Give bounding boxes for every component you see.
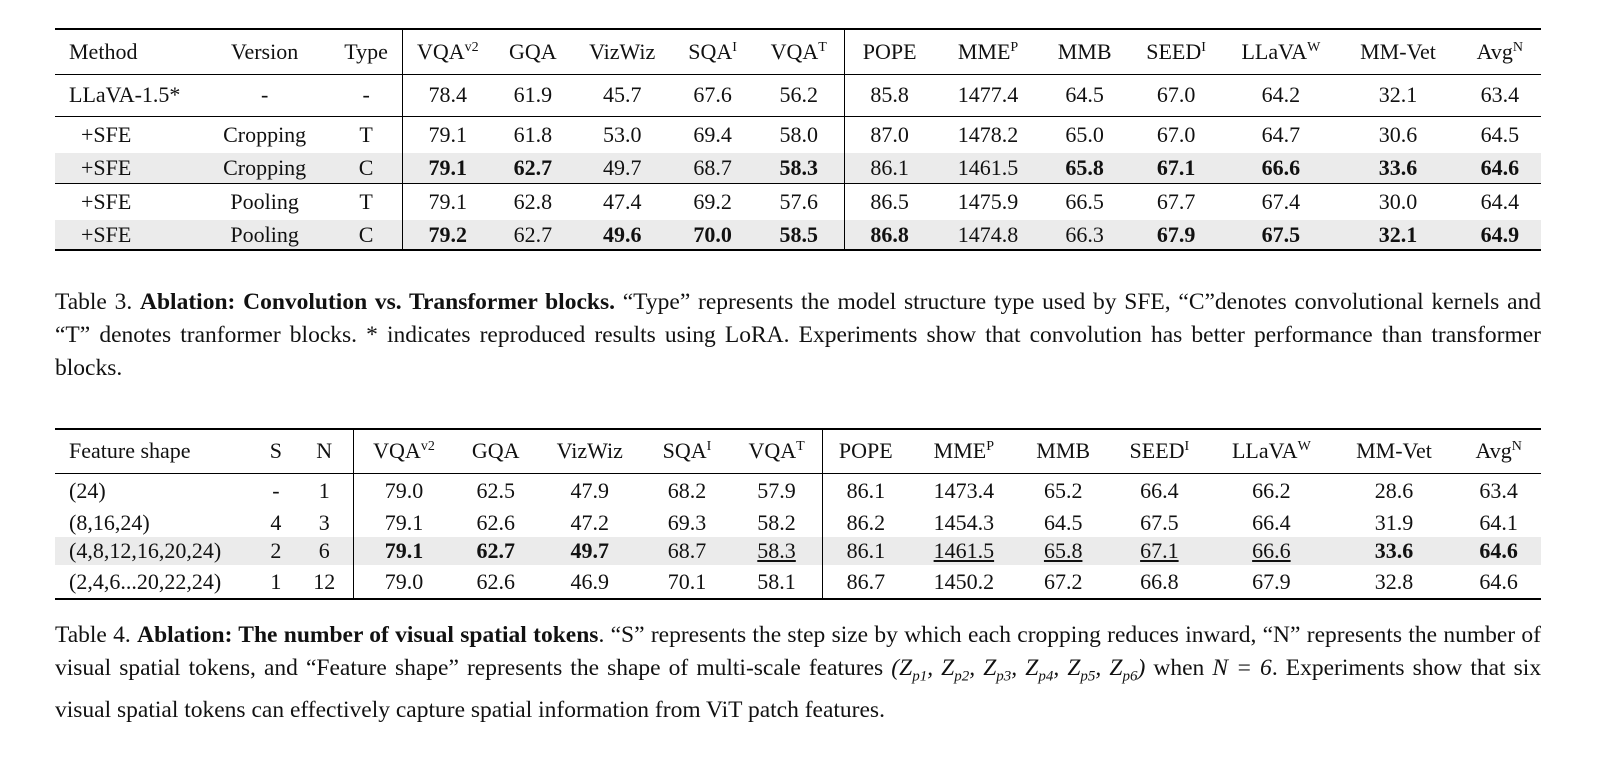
table-row: [55, 473, 1541, 509]
table-row: [55, 116, 1541, 153]
column-header: Feature shape: [55, 429, 256, 473]
table-cell: (2,4,6...20,22,24): [69, 568, 222, 594]
table-cell: 53.0: [573, 116, 672, 153]
table-cell: 6: [296, 537, 353, 565]
column-header: POPE: [844, 29, 934, 74]
table-cell: 64.1: [1479, 510, 1518, 535]
table-cell: 66.6: [1224, 153, 1337, 183]
table-cell: 85.8: [844, 74, 934, 116]
table-cell: 58.1: [757, 568, 796, 594]
table-cell: 61.8: [493, 116, 573, 153]
table-cell: 4: [270, 510, 282, 535]
column-header: MMB: [1041, 29, 1127, 74]
caption-title: Ablation: Convolution vs. Transformer blocks.: [140, 289, 615, 315]
column-header: Type: [330, 29, 402, 74]
table-cell: -: [362, 82, 370, 107]
table-cell: 32.8: [1374, 568, 1414, 594]
table-cell: 64.4: [1459, 183, 1541, 220]
table-cell: 79.1: [353, 537, 454, 565]
table-cell: 86.1: [844, 153, 934, 183]
column-header: $MME^P$: [935, 29, 1042, 74]
column-header: $VQA^{v2}$: [353, 429, 454, 473]
column-header: VizWiz: [573, 29, 672, 74]
table-cell: 56.2: [779, 82, 818, 107]
table-cell: 1461.5: [909, 537, 1019, 565]
table-cell: 68.7: [672, 153, 754, 183]
table-cell: 67.6: [693, 82, 732, 107]
table-cell: 65.0: [1041, 116, 1127, 153]
table-cell: 62.6: [476, 568, 515, 594]
table-cell: 64.6: [1479, 568, 1518, 594]
table-cell: (4,8,12,16,20,24): [55, 537, 256, 565]
table-cell: Pooling: [199, 183, 331, 220]
table-cell: 79.1: [402, 116, 492, 153]
table-cell: 63.4: [1479, 478, 1518, 504]
table-cell: 58.2: [757, 510, 796, 535]
table-cell: 64.6: [1459, 153, 1541, 183]
column-header: MM-Vet: [1332, 429, 1457, 473]
table-cell: 78.4: [402, 74, 492, 116]
column-header: Avg$^N$: [1459, 29, 1541, 74]
table-cell: 33.6: [1337, 153, 1458, 183]
table-cell: 67.0: [1128, 116, 1225, 153]
table-cell: C: [330, 220, 402, 250]
table-cell: 70.1: [667, 568, 707, 594]
table-row: [55, 74, 1541, 116]
table-cell: 67.1: [1108, 537, 1212, 565]
table-cell: 57.6: [754, 183, 844, 220]
table-cell: +SFE: [55, 183, 199, 220]
table-cell: 1450.2: [933, 568, 995, 594]
table-cell: 86.8: [844, 220, 934, 250]
table-cell: 86.5: [844, 183, 934, 220]
table-cell: 66.3: [1041, 220, 1127, 250]
table-cell: 67.9: [1128, 220, 1225, 250]
table-cell: 79.2: [402, 220, 492, 250]
column-header: Version: [199, 29, 331, 74]
table-cell: 69.2: [672, 183, 754, 220]
table-cell: 12: [313, 568, 336, 594]
table-cell: 64.9: [1459, 220, 1541, 250]
table-cell: 67.1: [1128, 153, 1225, 183]
table-cell: (24): [69, 478, 106, 504]
table-cell: 62.7: [493, 153, 573, 183]
table-cell: 1: [270, 568, 282, 594]
table-cell: 65.8: [1019, 537, 1108, 565]
table-cell: 64.5: [1459, 116, 1541, 153]
table-cell: 33.6: [1332, 537, 1457, 565]
column-header: POPE: [822, 429, 909, 473]
column-header: MM-Vet: [1337, 29, 1458, 74]
table-cell: 67.5: [1224, 220, 1337, 250]
table-cell: 32.1: [1337, 220, 1458, 250]
table-cell: 66.2: [1252, 478, 1291, 504]
table-cell: 67.2: [1043, 568, 1083, 594]
table-4-header-row: [55, 429, 1541, 473]
table-row: [55, 220, 1541, 250]
table-row: [55, 153, 1541, 183]
column-header: LLaVA$^W$: [1211, 429, 1331, 473]
table-cell: 66.4: [1140, 478, 1179, 504]
table-cell: 57.9: [757, 478, 796, 504]
table-cell: 67.5: [1140, 510, 1179, 535]
table-cell: Cropping: [199, 116, 331, 153]
table-cell: 58.3: [731, 537, 822, 565]
table-cell: 64.2: [1261, 82, 1301, 107]
table-cell: 1473.4: [933, 478, 995, 504]
table-cell: 58.0: [754, 116, 844, 153]
table-cell: T: [330, 116, 402, 153]
table-cell: 66.4: [1252, 510, 1291, 535]
table-cell: Pooling: [199, 220, 331, 250]
table-cell: 47.2: [570, 510, 609, 535]
table-4: [55, 428, 1541, 600]
table-cell: 66.8: [1140, 568, 1179, 594]
column-header: GQA: [454, 429, 536, 473]
table-3-group: [55, 183, 1541, 250]
table-cell: 1461.5: [935, 153, 1042, 183]
table-cell: 67.0: [1156, 82, 1196, 107]
table-cell: 32.1: [1378, 82, 1418, 107]
table-cell: 47.4: [573, 183, 672, 220]
table-cell: 66.5: [1041, 183, 1127, 220]
table-cell: 64.5: [1043, 510, 1083, 535]
table-cell: -: [272, 478, 280, 504]
table-cell: 61.9: [513, 82, 553, 107]
table-cell: Cropping: [199, 153, 331, 183]
caption-title: Ablation: The number of visual spatial tokens: [137, 622, 599, 648]
table-cell: 64.5: [1065, 82, 1104, 107]
table-cell: 86.7: [822, 565, 909, 599]
table-cell: 47.9: [570, 478, 609, 504]
table-cell: 64.6: [1456, 537, 1541, 565]
table-cell: 68.2: [667, 478, 707, 504]
table-cell: 64.7: [1224, 116, 1337, 153]
table-cell: 62.7: [493, 220, 573, 250]
table-cell: (8,16,24): [69, 510, 150, 535]
column-header: $VQA^{v2}$: [402, 29, 492, 74]
table-cell: 79.1: [402, 153, 492, 183]
table-cell: C: [330, 153, 402, 183]
table-cell: 68.7: [643, 537, 732, 565]
caption-text: “Type” represents the model structure type used by SFE, “C”denotes convolutional kernels and “T” denotes tranformer blocks. * indicates reproduced results using LoRA. Experiments show that convolution has better performance than transformer blocks.: [55, 289, 1542, 381]
table-cell: 58.3: [754, 153, 844, 183]
table-cell: 67.4: [1224, 183, 1337, 220]
table-cell: 1454.3: [933, 510, 995, 535]
table-cell: 62.6: [476, 510, 515, 535]
caption-math-tuple: ($Z_{p1}$, $Z_{p2}$, $Z_{p3}$, $Z_{p4}$, $Z_{p5}$, $Z_{p6}$): [891, 655, 1146, 685]
table-cell: 65.8: [1041, 153, 1127, 183]
table-row: [55, 537, 1541, 565]
table-cell: +SFE: [55, 153, 199, 183]
column-header: $SQA^I$: [672, 29, 754, 74]
table-cell: 1478.2: [935, 116, 1042, 153]
table-cell: 46.9: [570, 568, 609, 594]
table-cell: 30.6: [1337, 116, 1458, 153]
table-cell: 28.6: [1374, 478, 1414, 504]
column-header: $SEED^I$: [1128, 29, 1225, 74]
caption-text-after: . Experiments show that six visual spatial tokens can effectively capture spatial information from ViT patch features.: [55, 655, 1542, 723]
table-cell: 86.1: [822, 537, 909, 565]
table-cell: 2: [256, 537, 296, 565]
table-row: [55, 183, 1541, 220]
table-cell: 79.0: [353, 565, 454, 599]
column-header: GQA: [493, 29, 573, 74]
table-cell: 79.1: [402, 183, 492, 220]
table-cell: 66.6: [1211, 537, 1331, 565]
caption-text: . “S” represents the step size by which each cropping reduces inward, “N” represents the number of visual spatial tokens, and “Feature shape” represents the shape of multi-scale features: [55, 622, 1542, 681]
column-header: $SQA^I$: [643, 429, 732, 473]
column-header: MMB: [1019, 429, 1108, 473]
column-header: LLaVA$^W$: [1224, 29, 1337, 74]
table-cell: 67.7: [1128, 183, 1225, 220]
table-cell: 49.7: [573, 153, 672, 183]
table-cell: 86.1: [822, 473, 909, 509]
column-header: $SEED^I$: [1108, 429, 1212, 473]
table-cell: 69.3: [667, 510, 707, 535]
table-cell: 49.6: [573, 220, 672, 250]
table-cell: 30.0: [1337, 183, 1458, 220]
table-cell: T: [330, 183, 402, 220]
table-cell: 67.9: [1252, 568, 1291, 594]
table-cell: 86.2: [822, 509, 909, 537]
column-header: Avg$^N$: [1456, 429, 1541, 473]
table-4-caption: [55, 619, 1541, 727]
table-3-header-row: [55, 29, 1541, 74]
table-cell: 79.1: [353, 509, 454, 537]
table-cell: +SFE: [55, 220, 199, 250]
column-header: $VQA^T$: [754, 29, 844, 74]
table-4-body: [55, 473, 1541, 599]
table-cell: 3: [318, 510, 330, 535]
table-cell: 1475.9: [935, 183, 1042, 220]
caption-text-when: when: [1153, 655, 1205, 681]
table-cell: 1: [318, 478, 330, 504]
table-cell: LLaVA-1.5*: [69, 82, 181, 107]
table-3-group: [55, 74, 1541, 116]
table-cell: 62.5: [476, 478, 515, 504]
table-3-group: [55, 116, 1541, 183]
table-cell: 31.9: [1374, 510, 1414, 535]
caption-label: Table 4.: [55, 622, 131, 648]
table-row: [55, 565, 1541, 599]
table-cell: 58.5: [754, 220, 844, 250]
table-cell: 69.4: [672, 116, 754, 153]
caption-math-n: N = 6: [1212, 655, 1272, 681]
table-cell: 70.0: [672, 220, 754, 250]
column-header: S: [256, 429, 296, 473]
table-cell: 87.0: [844, 116, 934, 153]
table-3-caption: [55, 286, 1541, 385]
table-cell: 62.8: [493, 183, 573, 220]
column-header: $MME^P$: [909, 429, 1019, 473]
table-3: [55, 28, 1541, 251]
column-header: Method: [55, 29, 199, 74]
table-cell: +SFE: [55, 116, 199, 153]
table-cell: -: [260, 82, 269, 107]
table-cell: 63.4: [1480, 82, 1520, 107]
column-header: VizWiz: [537, 429, 643, 473]
table-cell: 49.7: [537, 537, 643, 565]
table-cell: 65.2: [1043, 478, 1083, 504]
column-header: N: [296, 429, 353, 473]
table-cell: 1474.8: [935, 220, 1042, 250]
table-cell: 1477.4: [957, 82, 1019, 107]
table-cell: 62.7: [454, 537, 536, 565]
table-cell: 45.7: [602, 82, 642, 107]
column-header: $VQA^T$: [731, 429, 822, 473]
table-row: [55, 509, 1541, 537]
table-cell: 79.0: [353, 473, 454, 509]
caption-label: Table 3.: [55, 289, 133, 315]
